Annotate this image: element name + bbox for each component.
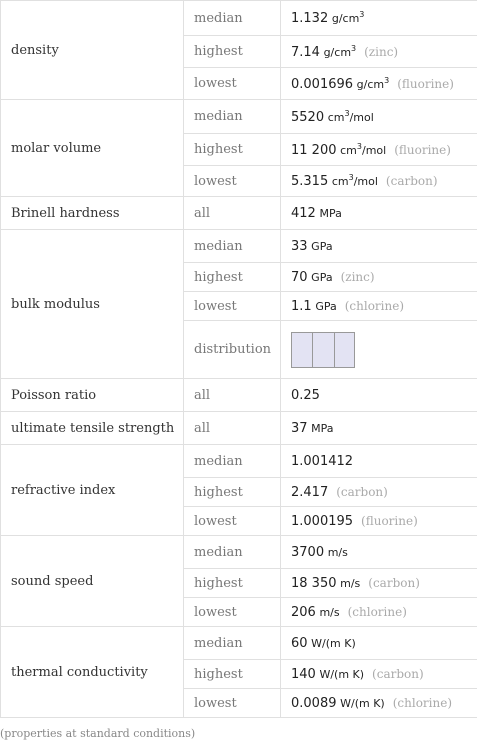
stat-label: all bbox=[184, 379, 281, 412]
stat-label: median bbox=[184, 230, 281, 263]
stat-label: highest bbox=[184, 478, 281, 507]
property-name: density bbox=[1, 1, 184, 100]
stat-value: 3700 m/s bbox=[281, 536, 477, 569]
property-name: sound speed bbox=[1, 536, 184, 627]
stat-label: highest bbox=[184, 569, 281, 598]
table-row bbox=[1, 100, 477, 134]
stat-value: 5.315 $cm^3$/mol (carbon) bbox=[281, 166, 477, 197]
stat-label: lowest bbox=[184, 292, 281, 321]
table-row bbox=[1, 1, 477, 36]
stat-label: highest bbox=[184, 660, 281, 689]
stat-label: lowest bbox=[184, 598, 281, 627]
table-row bbox=[1, 379, 477, 412]
property-name: molar volume bbox=[1, 100, 184, 197]
stat-value: 60 W/(m K) bbox=[281, 627, 477, 660]
stat-value: 0.001696 $g/cm^3$ (fluorine) bbox=[281, 68, 477, 100]
stat-label: median bbox=[184, 536, 281, 569]
property-name: ultimate tensile strength bbox=[1, 412, 184, 445]
table-row bbox=[1, 230, 477, 263]
stat-label: all bbox=[184, 197, 281, 230]
stat-value: 37 MPa bbox=[281, 412, 477, 445]
stat-label: median bbox=[184, 1, 281, 36]
distribution-cell bbox=[281, 321, 477, 379]
stat-value: 1.001412 bbox=[281, 445, 477, 478]
table-row bbox=[1, 536, 477, 569]
stat-value: 1.132 $g/cm^3$ bbox=[281, 1, 477, 36]
stat-label: median bbox=[184, 445, 281, 478]
stat-value: 7.14 $g/cm^3$ (zinc) bbox=[281, 36, 477, 68]
table-row bbox=[1, 445, 477, 478]
property-name: Brinell hardness bbox=[1, 197, 184, 230]
stat-value: 0.25 bbox=[281, 379, 477, 412]
stat-label: median bbox=[184, 627, 281, 660]
stat-label: lowest bbox=[184, 689, 281, 718]
stat-label: all bbox=[184, 412, 281, 445]
footnote: (properties at standard conditions) bbox=[0, 727, 196, 740]
stat-label: lowest bbox=[184, 68, 281, 100]
stat-value: 1.000195 (fluorine) bbox=[281, 507, 477, 536]
stat-value: 140 W/(m K) (carbon) bbox=[281, 660, 477, 689]
stat-label: highest bbox=[184, 36, 281, 68]
table-row bbox=[1, 627, 477, 660]
property-name: refractive index bbox=[1, 445, 184, 536]
stat-value: 0.0089 W/(m K) (chlorine) bbox=[281, 689, 477, 718]
stat-label: distribution bbox=[184, 321, 281, 379]
stat-label: median bbox=[184, 100, 281, 134]
stat-label: lowest bbox=[184, 166, 281, 197]
stat-value: 5520 $cm^3$/mol bbox=[281, 100, 477, 134]
stat-label: lowest bbox=[184, 507, 281, 536]
property-name: bulk modulus bbox=[1, 230, 184, 379]
stat-value: 18 350 m/s (carbon) bbox=[281, 569, 477, 598]
stat-value: 2.417 (carbon) bbox=[281, 478, 477, 507]
stat-value: 11 200 $cm^3$/mol (fluorine) bbox=[281, 134, 477, 166]
stat-value: 70 GPa (zinc) bbox=[281, 263, 477, 292]
stat-value: 206 m/s (chlorine) bbox=[281, 598, 477, 627]
stat-value: 1.1 GPa (chlorine) bbox=[281, 292, 477, 321]
stat-label: highest bbox=[184, 263, 281, 292]
property-name: thermal conductivity bbox=[1, 627, 184, 718]
stat-label: highest bbox=[184, 134, 281, 166]
stat-value: 412 MPa bbox=[281, 197, 477, 230]
table-row bbox=[1, 197, 477, 230]
property-name: Poisson ratio bbox=[1, 379, 184, 412]
table-row bbox=[1, 412, 477, 445]
box-plot-icon bbox=[291, 332, 355, 368]
stat-value: 33 GPa bbox=[281, 230, 477, 263]
